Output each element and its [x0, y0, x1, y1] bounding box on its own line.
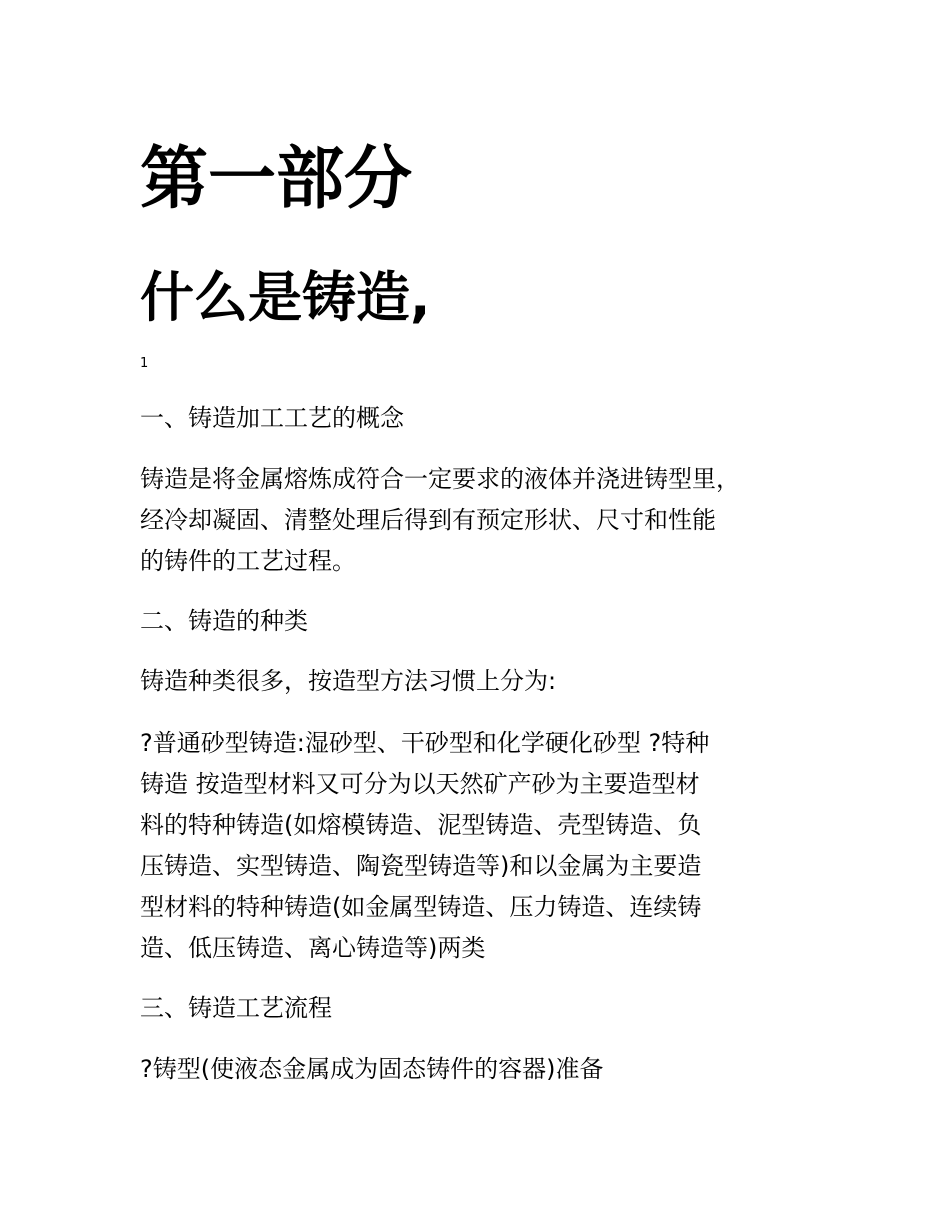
document-title: 第一部分	[140, 140, 413, 219]
paragraph-line: 铸造是将金属熔炼成符合一定要求的液体并浇进铸型里，	[140, 465, 740, 493]
paragraph-line: 经冷却凝固、清整处理后得到有预定形状、尺寸和性能	[140, 506, 716, 534]
paragraph-line: 铸造种类很多，按造型方法习惯上分为:	[140, 667, 557, 695]
document-subtitle: 什么是铸造,	[140, 266, 431, 329]
page-number: 1	[140, 356, 149, 371]
paragraph-line: ?普通砂型铸造:湿砂型、干砂型和化学硬化砂型 ?特种	[140, 729, 710, 757]
section-heading-concept: 一、铸造加工工艺的概念	[140, 404, 404, 432]
paragraph-line: 的铸件的工艺过程。	[140, 547, 356, 575]
paragraph-line: 压铸造、实型铸造、陶瓷型铸造等)和以金属为主要造	[140, 852, 702, 880]
section-heading-process: 三、铸造工艺流程	[140, 994, 332, 1022]
section-heading-types: 二、铸造的种类	[140, 607, 308, 635]
paragraph-line: 造、低压铸造、离心铸造等)两类	[140, 934, 486, 962]
paragraph-line: 型材料的特种铸造(如金属型铸造、压力铸造、连续铸	[140, 893, 702, 921]
paragraph-line: 料的特种铸造(如熔模铸造、泥型铸造、壳型铸造、负	[140, 811, 702, 839]
paragraph-line: 铸造 按造型材料又可分为以天然矿产砂为主要造型材	[140, 770, 700, 798]
paragraph-line: ?铸型(使液态金属成为固态铸件的容器)准备	[140, 1055, 604, 1083]
